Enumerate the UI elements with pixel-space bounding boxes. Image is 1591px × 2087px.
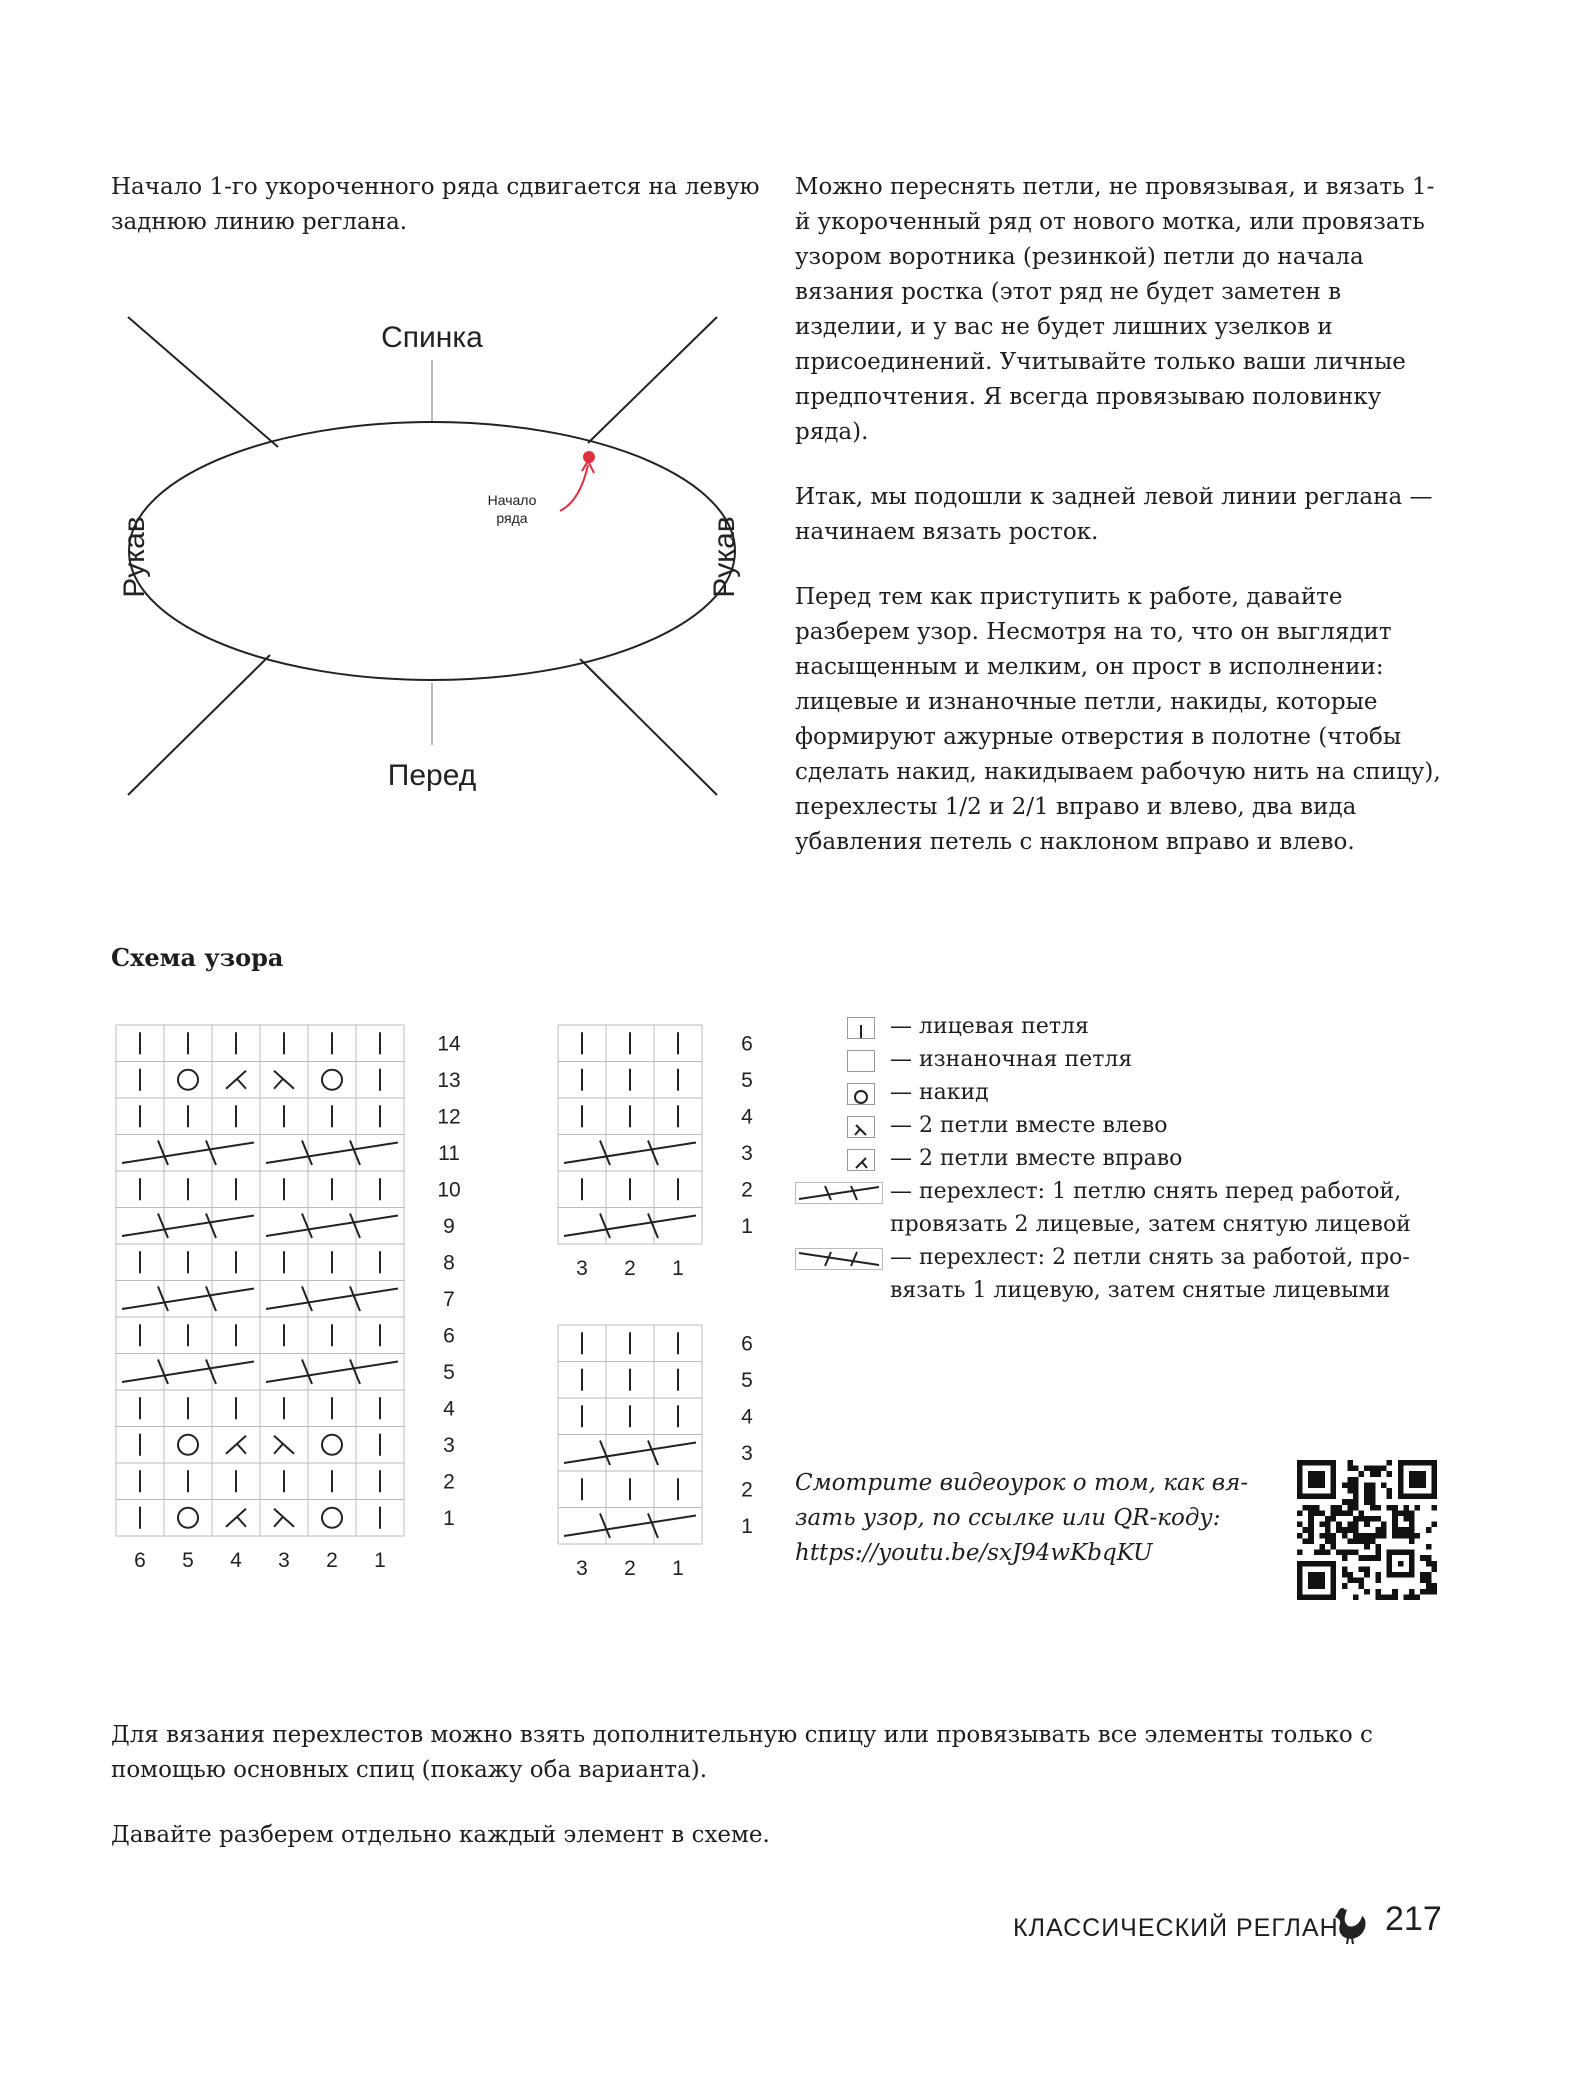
cross-stitch-mark — [600, 1441, 610, 1466]
row-number-label: 9 — [443, 1214, 455, 1238]
cross-stitch-mark — [302, 1287, 312, 1312]
cross-stitch-mark — [206, 1360, 216, 1385]
cross-stitch-mark — [206, 1214, 216, 1239]
label-sleeve-right: Рукав — [708, 516, 741, 598]
paragraph-2: Итак, мы подошли к задней левой линии реглана — начинаем вязать росток. — [795, 484, 1433, 545]
raglan-line-back-left — [128, 317, 278, 447]
row-number-label: 1 — [741, 1214, 753, 1238]
row-number-label: 5 — [741, 1068, 753, 1092]
cross-stitch-mark — [648, 1141, 658, 1166]
cross-stitch-mark — [266, 1216, 398, 1237]
decrease-left-mark — [274, 1071, 294, 1089]
cross-stitch-mark — [158, 1287, 168, 1312]
column-number-label: 6 — [134, 1549, 146, 1572]
legend-k2tog-left: — 2 петли вместе влево — [795, 1109, 1455, 1142]
column-number-label: 1 — [374, 1549, 386, 1572]
column-number-label: 2 — [326, 1549, 338, 1572]
cross-stitch-mark — [350, 1360, 360, 1385]
row-number-label: 1 — [741, 1514, 753, 1538]
cross-stitch-mark — [564, 1143, 696, 1164]
row-number-label: 3 — [443, 1433, 455, 1457]
cross-stitch-mark — [648, 1441, 658, 1466]
bottom-text — [111, 1718, 1451, 1883]
cross-stitch-mark — [206, 1287, 216, 1312]
raglan-diagram — [110, 305, 741, 805]
column-number-label: 4 — [230, 1549, 242, 1572]
cross-stitch-mark — [350, 1214, 360, 1239]
yarn-over-mark — [178, 1508, 198, 1528]
yarn-over-icon — [847, 1083, 875, 1105]
yarn-over-mark — [322, 1435, 342, 1455]
row-number-label: 4 — [741, 1105, 753, 1129]
legend-k2tog-right: — 2 петли вместе вправо — [795, 1142, 1455, 1175]
k2tog-right-icon — [847, 1149, 875, 1171]
cross-stitch-mark — [350, 1287, 360, 1312]
footer-section-title: КЛАССИЧЕСКИЙ РЕГЛАН — [1013, 1914, 1339, 1942]
row-number-label: 7 — [443, 1287, 455, 1311]
yarn-over-mark — [178, 1070, 198, 1090]
bottom-paragraph-2: Давайте разберем отдельно каждый элемент в схеме. — [111, 1822, 770, 1848]
knit-symbol-icon — [847, 1017, 875, 1039]
cross-stitch-mark — [206, 1141, 216, 1166]
row-number-label: 6 — [443, 1324, 455, 1348]
column-number-label: 3 — [576, 1557, 588, 1580]
legend-cross-1-2: — перехлест: 1 петлю снять перед работой, провязать 2 лицевые, затем снятую лицевой — [795, 1175, 1455, 1241]
qr-code-icon[interactable] — [1297, 1460, 1437, 1600]
legend-cross-2-1: — перехлест: 2 петли снять за работой, про- вязать 1 лицевую, затем снятые лицевыми — [795, 1241, 1455, 1307]
row-number-label: 2 — [741, 1478, 753, 1502]
knitting-charts — [108, 1015, 763, 1605]
decrease-left-mark — [274, 1436, 294, 1454]
cross-stitch-mark — [302, 1214, 312, 1239]
label-back: Спинка — [381, 321, 483, 354]
cross-stitch-mark — [158, 1141, 168, 1166]
right-column-text — [795, 170, 1445, 890]
row-number-label: 8 — [443, 1251, 455, 1275]
cross-stitch-mark — [266, 1362, 398, 1383]
row-number-label: 13 — [437, 1068, 461, 1092]
start-arrow — [560, 465, 588, 511]
cross-stitch-mark — [266, 1143, 398, 1164]
page-number: 217 — [1385, 1900, 1442, 1938]
cross-stitch-mark — [564, 1516, 696, 1537]
cross-stitch-mark — [350, 1141, 360, 1166]
label-sleeve-left: Рукав — [118, 516, 151, 598]
yarn-over-mark — [322, 1508, 342, 1528]
row-number-label: 14 — [437, 1032, 461, 1056]
cross-2-1-icon — [795, 1247, 883, 1280]
purl-symbol-icon — [847, 1050, 875, 1072]
decrease-right-mark — [226, 1071, 246, 1089]
column-number-label: 1 — [672, 1557, 684, 1580]
raglan-line-front-right — [580, 659, 717, 795]
row-start-marker — [583, 451, 595, 463]
scheme-title: Схема узора — [111, 943, 284, 972]
cross-stitch-mark — [600, 1141, 610, 1166]
cross-stitch-mark — [600, 1514, 610, 1539]
cross-stitch-mark — [564, 1216, 696, 1237]
paragraph-3: Перед тем как приступить к работе, давайте разберем узор. Несмотря на то, что он выглядит насыщенным и мелким, он прост в исполнении: лицевые и изнаночные петли, накиды, которые формируют ажурные отверстия в полотне (чтобы сделать накид, накидываем рабочую нить на спицу), перехлесты 1/2 и 2/1 вправо и влево, два вида убавления петель с наклоном вправо и влево. — [795, 584, 1441, 855]
cross-stitch-mark — [600, 1214, 610, 1239]
row-number-label: 11 — [438, 1141, 460, 1165]
decrease-right-mark — [226, 1509, 246, 1527]
column-number-label: 2 — [624, 1557, 636, 1580]
decrease-right-mark — [226, 1436, 246, 1454]
cross-stitch-mark — [648, 1214, 658, 1239]
cross-stitch-mark — [122, 1289, 254, 1310]
label-row-start-2: ряда — [496, 510, 528, 526]
label-row-start: Начало — [487, 492, 537, 508]
cross-stitch-mark — [158, 1360, 168, 1385]
cross-stitch-mark — [122, 1216, 254, 1237]
row-number-label: 4 — [443, 1397, 455, 1421]
cross-stitch-mark — [564, 1443, 696, 1464]
cross-stitch-mark — [302, 1360, 312, 1385]
raglan-line-back-right — [588, 317, 717, 443]
cross-stitch-mark — [648, 1514, 658, 1539]
label-front: Перед — [387, 759, 477, 792]
intro-paragraph: Начало 1-го укороченного ряда сдвигается на левую заднюю линию реглана. — [111, 174, 760, 235]
decrease-left-mark — [274, 1509, 294, 1527]
raglan-line-front-left — [128, 655, 270, 795]
column-number-label: 3 — [278, 1549, 290, 1572]
row-number-label: 6 — [741, 1332, 753, 1356]
row-number-label: 2 — [741, 1178, 753, 1202]
cross-stitch-mark — [158, 1214, 168, 1239]
column-number-label: 5 — [182, 1549, 194, 1572]
cross-stitch-mark — [266, 1289, 398, 1310]
yarn-over-mark — [178, 1435, 198, 1455]
charts-svg — [108, 1015, 763, 1605]
column-number-label: 3 — [576, 1257, 588, 1280]
row-number-label: 6 — [741, 1032, 753, 1056]
column-number-label: 1 — [672, 1257, 684, 1280]
neck-opening — [129, 422, 735, 680]
cross-stitch-mark — [302, 1141, 312, 1166]
intro-text — [111, 170, 761, 270]
row-number-label: 1 — [443, 1506, 455, 1530]
row-number-label: 10 — [437, 1178, 461, 1202]
legend — [795, 1010, 1455, 1307]
row-number-label: 4 — [741, 1405, 753, 1429]
cross-stitch-mark — [122, 1143, 254, 1164]
video-link[interactable]: https://youtu.be/sxJ94wKbqKU — [795, 1540, 1153, 1566]
bottom-paragraph-1: Для вязания перехлестов можно взять дополнительную спицу или провязывать все элементы только с помощью основных спиц (покажу оба варианта). — [111, 1722, 1373, 1783]
hen-icon — [1330, 1904, 1370, 1946]
row-number-label: 2 — [443, 1470, 455, 1494]
legend-yo: — накид — [795, 1076, 1455, 1109]
video-note: Смотрите видеоурок о том, как вя- зать узор, по ссылке или QR-коду: https://youtu.be/sxJ94wKbqKU — [795, 1466, 1275, 1571]
row-number-label: 5 — [741, 1368, 753, 1392]
column-number-label: 2 — [624, 1257, 636, 1280]
paragraph-1: Можно переснять петли, не провязывая, и вязать 1-й укороченный ряд от нового мотка, или провязать узором воротника (резинкой) петли до начала вязания ростка (этот ряд не будет заметен в изделии, и у вас не будет лишних узелков и присоединений. Учитывайте только ваши личные предпочтения. Я всегда провязываю половинку ряда). — [795, 174, 1435, 445]
legend-purl: — изнаночная петля — [795, 1043, 1455, 1076]
yarn-over-mark — [322, 1070, 342, 1090]
row-number-label: 3 — [741, 1441, 753, 1465]
k2tog-left-icon — [847, 1116, 875, 1138]
row-number-label: 5 — [443, 1360, 455, 1384]
legend-knit: — лицевая петля — [795, 1010, 1455, 1043]
row-number-label: 12 — [437, 1105, 461, 1129]
cross-1-2-icon — [795, 1181, 883, 1214]
cross-stitch-mark — [122, 1362, 254, 1383]
row-number-label: 3 — [741, 1141, 753, 1165]
